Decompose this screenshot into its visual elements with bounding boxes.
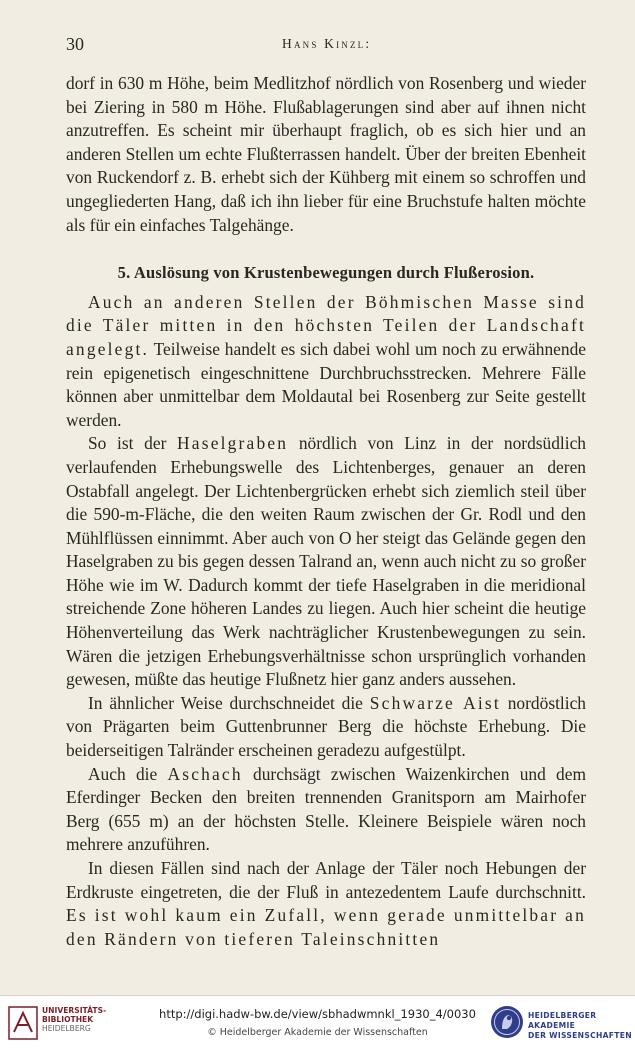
academy-seal-icon[interactable] <box>490 1005 524 1039</box>
spaced-term-haselgraben: Haselgraben <box>177 433 289 454</box>
paragraph-3-rest: nördlich von Linz in der nordsüdlich verlaufenden Erhebungswelle des Lichtenberges, genauer an deren Ostabfall angelegt. Der Lichtenbergrücken erhebt sich ziemlich steil über die 590-m-Fläche, die den weiten Raum zwischen der Gr. Rodl und den Mühlflüssen einnimmt. Aber auch von O her steigt das Gelände gegen den Haselgraben zu bis gegen dessen Talrand an, wenn auch nicht zu so großer Höhe wie im W. Dadurch kommt der tiefe Haselgraben in die meridional streichende Zone höheren Landes zu liegen. Auch hier scheint die heutige Höhenverteilung das Werk nachträglicher Krustenbewegungen zu sein. Wären die jetzigen Erhebungsverhältnisse schon ursprünglich vorhanden gewesen, müßte das heutige Flußnetz hier ganz anders aussehen. <box>66 433 587 690</box>
paragraph-5-start: Auch die <box>88 763 168 784</box>
paragraph-3 <box>66 432 586 692</box>
paragraph-3-start: So ist der <box>88 433 178 454</box>
body-text <box>66 72 586 951</box>
paragraph-4-start: In ähnlicher Weise durchschneidet die <box>88 692 370 713</box>
paragraph-2-rest: Teilweise handelt es sich dabei wohl um noch zu erwähnende rein epigenetisch eingeschnittene Durchbruchsstrecken. Mehrere Fälle können aber unmittelbar dem Moldautal bei Rosenberg zur Seite gestellt werden. <box>66 338 586 430</box>
spaced-emphasis: Es ist wohl kaum ein Zufall, wenn gerade unmittelbar an den Rändern von tieferen Taleinschnitten <box>66 905 586 949</box>
running-head: Hans Kinzl: <box>282 36 372 51</box>
paragraph-2 <box>66 291 586 433</box>
paragraph-5-rest: durchsägt zwischen Waizenkirchen und dem Eferdinger Becken den breiten trennenden Granitsporn am Mairhofer Berg (655 m) an der höchsten Stelle. Kleinere Beispiele wären noch mehrere anzuführen. <box>66 763 586 855</box>
permalink-url[interactable]: http://digi.hadw-bw.de/view/sbhadwmnkl_1930_4/0030 <box>159 1007 476 1021</box>
hadw-line-1: HEIDELBERGER AKADEMIE <box>528 1011 597 1030</box>
paragraph-1: dorf in 630 m Höhe, beim Medlitzhof nördlich von Rosenberg und wieder bei Ziering in 580 m Höhe. Flußablagerungen sind aber auf ihnen nicht anzutreffen. Es scheint mir überhaupt fraglich, ob es sich hier und an anderen Stellen um echte Flußterrassen handelt. Über der breiten Ebenheit von Ruckendorf z. B. erhebt sich der Kühberg mit einem so schroffen und ungegliederten Hang, daß ich ihn lieber für eine Bruchstufe halten möchte als für ein einfaches Talgehänge. <box>66 73 586 235</box>
ub-line-3: HEIDELBERG <box>42 1024 91 1033</box>
ub-line-1: UNIVERSITÄTS- <box>42 1006 107 1015</box>
section-heading: 5. Auslösung von Krustenbewegungen durch Flußerosion. <box>117 263 535 283</box>
academy-name <box>528 1011 635 1041</box>
viewer-footer <box>0 995 635 1048</box>
copyright-notice: © Heidelberger Akademie der Wissenschaften <box>207 1027 428 1038</box>
ub-line-2: BIBLIOTHEK <box>42 1015 94 1024</box>
paragraph-4-rest: nordöstlich von Prägarten beim Guttenbrunner Berg die höchste Erhebung. Die beiderseitigen Talränder erscheinen geradezu aufgestülpt. <box>66 692 586 761</box>
hadw-line-2: DER WISSENSCHAFTEN <box>528 1031 632 1040</box>
paragraph-5 <box>66 763 586 857</box>
spaced-text: Auch an anderen Stellen der Böhmischen Masse sind die Täler mitten in den höchsten Teilen der Landschaft angelegt. <box>66 291 586 359</box>
spaced-term-schwarze-aist: Schwarze Aist <box>369 692 501 713</box>
paragraph-6-start: In diesen Fällen sind nach der Anlage der Täler noch Hebungen der Erdkruste eingetreten, die der Fluß in antezedentem Laufe durchschnitt. <box>66 858 586 902</box>
paragraph-4 <box>66 692 586 763</box>
paragraph-6 <box>66 857 586 951</box>
spaced-term-aschach: Aschach <box>167 763 243 784</box>
page-header <box>66 34 586 58</box>
page-number: 30 <box>66 34 84 54</box>
